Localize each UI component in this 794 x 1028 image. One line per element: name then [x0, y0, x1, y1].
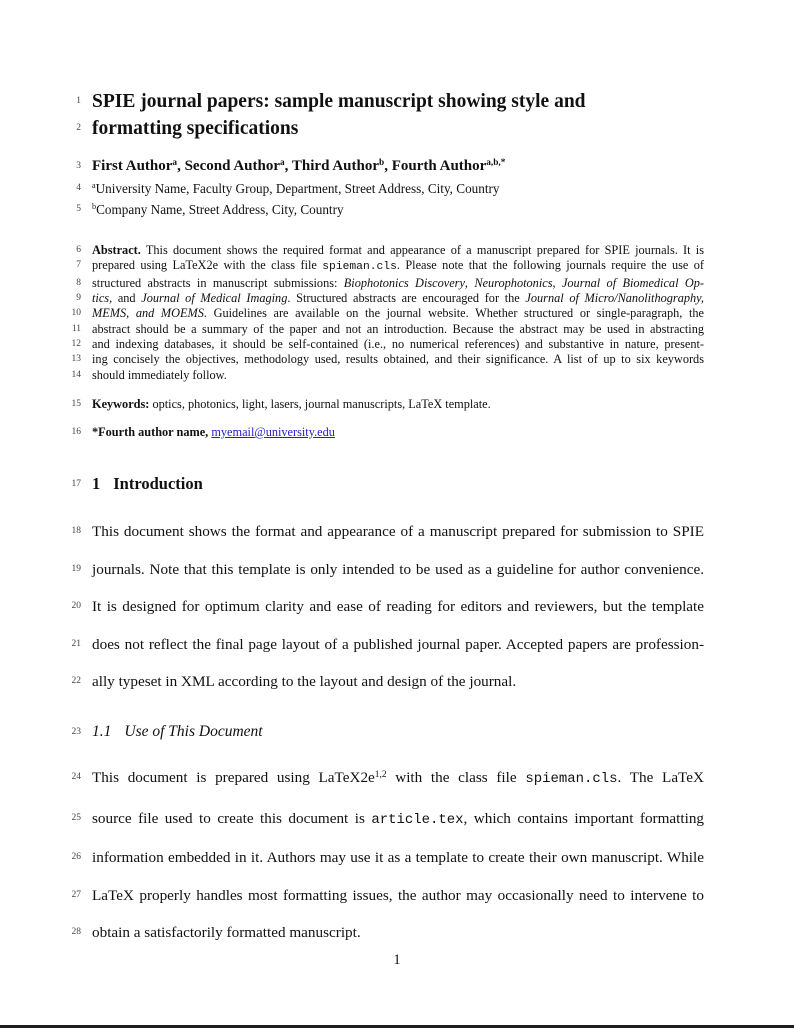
- line-number: 20: [71, 601, 81, 612]
- line-number: 7: [76, 260, 81, 271]
- abstract-line: ing concisely the objectives, methodology used, results obtained, and their significance. A list of up to six keywords: [92, 352, 704, 367]
- line-number: 18: [71, 526, 81, 536]
- section-title: Introduction: [113, 474, 203, 493]
- text-segment: . Please note that the following journals require the use of: [396, 258, 705, 273]
- citation-marker: 1,2: [374, 770, 387, 781]
- line: [71, 877, 704, 915]
- line-number: 6: [76, 245, 81, 255]
- affiliation-marker: a: [172, 158, 178, 169]
- body-line: LaTeX properly handles most formatting issues, the author may occasionally need to intervene to: [92, 886, 704, 904]
- line-number: 17: [71, 479, 81, 489]
- body-line: This document shows the format and appearance of a manuscript prepared for submission to SPIE: [92, 523, 704, 540]
- line-number: 10: [71, 308, 81, 319]
- line: [71, 321, 704, 337]
- text-segment: , which contains important formatting: [463, 809, 705, 827]
- footer: [0, 952, 794, 969]
- text-segment: ,: [464, 275, 475, 290]
- line: [76, 291, 704, 306]
- line: [71, 306, 704, 321]
- abstract-line: [92, 291, 704, 306]
- line: [71, 914, 704, 952]
- text-segment: This document is prepared using LaTeX2e: [92, 769, 375, 786]
- line-number: 11: [71, 323, 81, 334]
- line-number: 19: [71, 563, 81, 574]
- subsection-number: 1.1: [92, 723, 112, 740]
- journal-name: Biophotonics Discovery: [343, 275, 465, 290]
- line-number: 22: [71, 676, 81, 687]
- line-number: 2: [76, 123, 81, 133]
- line-number: 21: [71, 638, 81, 649]
- text-segment: . Guidelines are available on the journal website. Whether structured or single-paragraph, the: [203, 306, 704, 321]
- section-number: 1: [92, 474, 101, 493]
- line-number: 4: [76, 182, 81, 193]
- line: [71, 425, 704, 440]
- abstract-line: [92, 258, 704, 275]
- author-name: , Third Author: [284, 158, 380, 174]
- line-number: 1: [76, 96, 81, 106]
- contact-block: [71, 425, 704, 440]
- text-segment: structured abstracts in manuscript submissions:: [92, 275, 344, 290]
- line-number: 23: [71, 727, 81, 737]
- line: [71, 626, 704, 664]
- line-number: 27: [71, 889, 81, 900]
- body-line: journals. Note that this template is only intended to be used as a guideline for author convenience.: [92, 560, 704, 578]
- text-segment: . The LaTeX: [617, 769, 704, 786]
- abstract-line: [92, 276, 704, 291]
- line-number: 14: [71, 369, 81, 380]
- introduction-paragraph: [71, 513, 704, 701]
- authors-line: [92, 157, 505, 179]
- line: [71, 397, 704, 412]
- affiliation-marker: a: [92, 181, 96, 191]
- line-number: 26: [71, 852, 81, 863]
- author-name: , Second Author: [177, 158, 281, 174]
- line-number: 3: [76, 161, 81, 171]
- body-line: It is designed for optimum clarity and ease of reading for editors and reviewers, but the template: [92, 598, 704, 616]
- contact-line: [92, 425, 335, 440]
- text-segment: This document shows the required format and appearance of a manuscript prepared for SPIE journals. It is: [140, 243, 704, 257]
- contact-label: *Fourth author name,: [92, 425, 212, 439]
- title-line-1: SPIE journal papers: sample manuscript showing style and: [92, 91, 586, 112]
- abstract-line: [92, 306, 704, 321]
- line: [76, 115, 704, 142]
- code-filename: spieman.cls: [525, 771, 618, 787]
- line: [76, 157, 704, 179]
- journal-name: MEMS, and MOEMS: [92, 306, 204, 321]
- email-link[interactable]: myemail@university.edu: [211, 425, 335, 439]
- affiliation-marker: a: [280, 158, 285, 169]
- journal-name: Journal of Biomedical Op-: [561, 275, 704, 290]
- section-1-heading-block: [71, 473, 704, 495]
- keywords-label: Keywords:: [92, 397, 150, 411]
- line: [71, 759, 704, 800]
- abstract-line: should immediately follow.: [92, 367, 227, 382]
- line: [71, 551, 704, 589]
- line: [71, 839, 704, 877]
- line-number: 15: [71, 399, 81, 409]
- line: [71, 352, 704, 367]
- subsection-title: Use of This Document: [124, 723, 263, 740]
- line-number: 25: [71, 812, 81, 823]
- affiliation-marker: a,b,*: [486, 158, 506, 169]
- line: [71, 588, 704, 626]
- line-number: 24: [71, 772, 81, 782]
- text-segment: prepared using LaTeX2e with the class file: [92, 258, 323, 273]
- text-segment: source file used to create this document is: [92, 809, 372, 827]
- affiliation-marker: b: [379, 158, 385, 169]
- byline-block: [76, 157, 704, 221]
- line: [71, 337, 704, 352]
- line: [76, 243, 704, 258]
- line: [76, 179, 704, 200]
- use-paragraph: [71, 759, 705, 952]
- code-filename: article.tex: [371, 811, 464, 828]
- line-number: 5: [76, 203, 81, 214]
- affiliation-marker: b: [92, 202, 97, 212]
- line: [76, 88, 704, 115]
- line-number: 16: [71, 427, 81, 437]
- body-line: [92, 759, 704, 800]
- line: [71, 721, 704, 743]
- journal-name: tics: [92, 291, 110, 306]
- abstract-block: [71, 243, 705, 383]
- abstract-line: and indexing databases, it should be self-contained (i.e., no numerical references) and substantive in nature, present-: [92, 337, 704, 352]
- author-name: , Fourth Author: [384, 158, 487, 174]
- affiliation-line: [92, 179, 500, 200]
- body-line: ally typeset in XML according to the layout and design of the journal.: [92, 673, 517, 691]
- body-line: does not reflect the final page layout of a published journal paper. Accepted papers are profession-: [92, 635, 704, 653]
- line: [71, 367, 704, 383]
- section-heading: [92, 473, 203, 495]
- page-number: 1: [393, 952, 401, 968]
- author-name: First Author: [92, 158, 173, 174]
- abstract-line: [92, 243, 704, 258]
- text-segment: with the class file: [386, 769, 526, 786]
- line-number: 28: [71, 927, 81, 938]
- line-number: 13: [71, 354, 81, 365]
- keywords-block: [71, 397, 704, 412]
- affiliation-line: [92, 200, 344, 221]
- title-line-2: formatting specifications: [92, 118, 299, 139]
- body-line: information embedded in it. Authors may use it as a template to create their own manuscript. While: [92, 849, 704, 867]
- line: [76, 275, 704, 291]
- abstract-label: Abstract.: [92, 243, 141, 257]
- line: [76, 200, 704, 221]
- body-line: [92, 800, 704, 840]
- line-number: 8: [76, 277, 81, 288]
- text-segment: , and: [109, 291, 142, 306]
- line: [71, 663, 704, 701]
- text-segment: . Structured abstracts are encouraged for the: [287, 291, 526, 306]
- line-number: 9: [76, 293, 81, 304]
- line-number: 12: [71, 339, 81, 350]
- journal-name: Journal of Medical Imaging: [141, 291, 288, 306]
- affiliation-text: Company Name, Street Address, City, Country: [96, 201, 344, 217]
- line: [71, 473, 704, 495]
- line: [76, 258, 705, 275]
- text-segment: ,: [552, 275, 562, 290]
- affiliation-text: University Name, Faculty Group, Department, Street Address, City, Country: [95, 180, 500, 196]
- keywords-list: optics, photonics, light, lasers, journal manuscripts, LaTeX template.: [149, 397, 491, 411]
- line: [71, 800, 705, 840]
- keywords-line: [92, 397, 491, 412]
- journal-name: Journal of Micro/Nanolithography,: [525, 291, 704, 306]
- journal-name: Neurophotonics: [474, 275, 553, 290]
- line: [71, 513, 704, 551]
- abstract-line: abstract should be a summary of the paper and not an introduction. Because the abstract may be used in abstracting: [92, 321, 704, 336]
- subsection-1-1-heading-block: [71, 721, 704, 743]
- title-block: [76, 88, 704, 142]
- subsection-heading: [92, 721, 263, 743]
- code-filename: spieman.cls: [322, 261, 397, 274]
- body-line: obtain a satisfactorily formatted manuscript.: [92, 924, 361, 942]
